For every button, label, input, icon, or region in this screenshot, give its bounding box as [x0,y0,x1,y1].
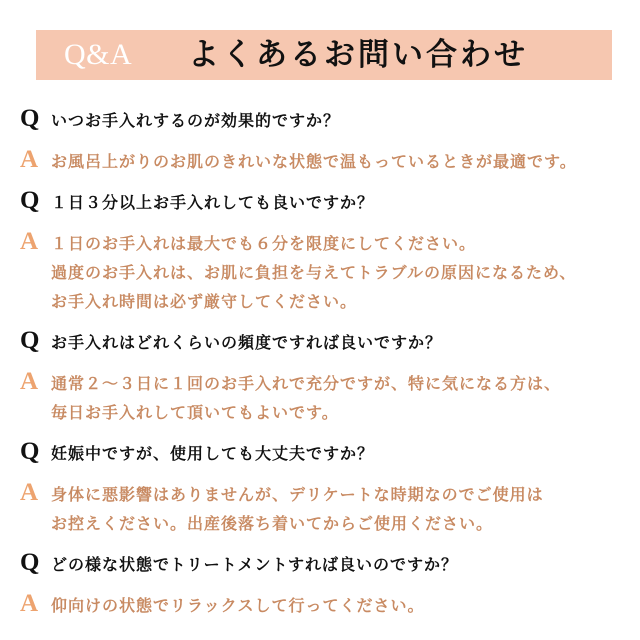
answer-text [51,229,630,316]
answer-text [51,147,630,176]
answer-line: 通常２～３日に１回のお手入れで充分ですが、特に気になる方は、 [51,374,562,393]
question-text: お手入れはどれくらいの頻度ですれば良いですか？ [51,333,443,352]
answer-line: 過度のお手入れは、お肌に負担を与えてトラブルの原因になるため、 [51,263,577,282]
question-text: いつお手入れするのが効果的ですか？ [51,111,341,130]
question-text: 妊娠中ですが、使用しても大丈夫ですか？ [51,444,375,463]
question-item [20,188,630,217]
question-marker: Q [20,549,40,576]
answer-marker: A [20,590,39,617]
answer-marker: A [20,368,39,395]
question-item [20,328,630,357]
page-title: よくあるお問い合わせ [188,37,528,73]
question-marker: Q [20,187,40,214]
question-marker: Q [20,327,40,354]
answer-line: お控えください。出産後落ち着いてからご使用ください。 [51,514,494,533]
question-marker: Q [20,438,40,465]
question-text: どの様な状態でトリートメントすれば良いのですか？ [51,555,459,574]
question-marker: Q [20,105,40,132]
answer-line: １日のお手入れは最大でも６分を限度にしてください。 [51,234,477,253]
answer-item [20,480,630,538]
question-item [20,106,630,135]
qa-label: Q&A [64,38,133,71]
answer-marker: A [20,228,39,255]
answer-line: お風呂上がりのお肌のきれいな状態で温もっているときが最適です。 [51,152,577,171]
question-text: １日３分以上お手入れしても良いですか？ [51,193,375,212]
answer-line: 仰向けの状態でリラックスして行ってください。 [51,596,425,615]
question-item [20,550,630,579]
answer-item [20,147,630,176]
faq-list [20,106,630,620]
page-header [36,30,612,80]
answer-marker: A [20,146,39,173]
answer-text [51,369,630,427]
answer-text [51,591,630,620]
answer-line: 身体に悪影響はありませんが、デリケートな時期なのでご使用は [51,485,544,504]
answer-text [51,480,630,538]
answer-marker: A [20,479,39,506]
answer-item [20,591,630,620]
answer-line: お手入れ時間は必ず厳守してください。 [51,292,358,311]
question-item [20,439,630,468]
answer-item [20,369,630,427]
answer-line: 毎日お手入れして頂いてもよいです。 [51,403,339,422]
answer-item [20,229,630,316]
